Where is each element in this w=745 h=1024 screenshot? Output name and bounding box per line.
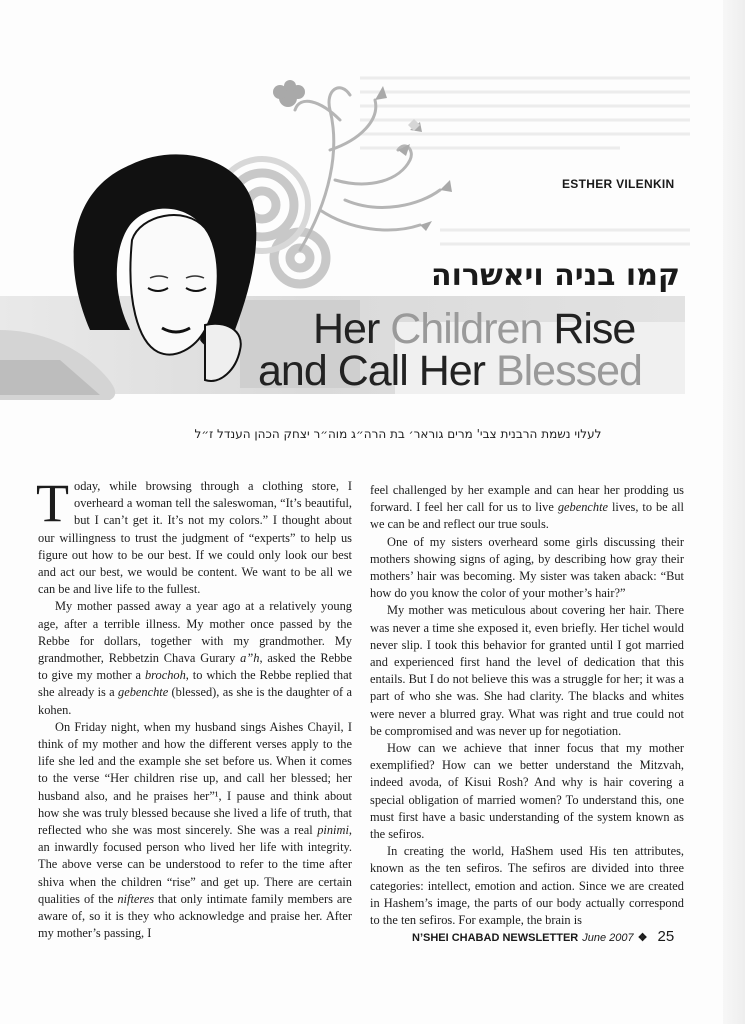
italic-term: pinimi xyxy=(317,823,349,838)
title-word-light-2: Blessed xyxy=(495,347,642,395)
paragraph xyxy=(36,473,352,598)
hebrew-dedication: לעלוי נשמת הרבנית צבי' מרים גוראר׳ בת הרה״ג מוה״ר יצחק הכהן הענדל ז״ל xyxy=(194,427,602,441)
paragraph-text: , an inwardly focused person who lived her life with integrity. The above verse can be understood to refer to the time after shiva when the children “rise” and get up. There are certain qualities of the xyxy=(38,823,352,906)
paragraph-text: that only intimate family members are aware of, so it is they who acknowledge and praise her. After my mother’s passing, I xyxy=(38,891,353,941)
title-word-dark: Her xyxy=(313,305,391,353)
drop-cap: T xyxy=(36,473,69,533)
paragraph: My mother was meticulous about covering her hair. There was never a time she exposed it, even briefly. Her tichel would never slip. I took this behavior for granted until I got married and experienced first hand the level of dedication that this entails. But I do not believe this was a struggle for her; it was a part of who she was. She had clarity. The blacks and whites were never a blurred gray. What was right and true could not be compromised and was never up for negotiation. xyxy=(370,603,684,738)
paragraph xyxy=(370,482,684,534)
title-line-1 xyxy=(313,306,635,352)
paragraph-text: (blessed), as she is the daughter of a kohen. xyxy=(38,685,352,717)
paragraph xyxy=(38,719,352,943)
italic-term: gebenchte xyxy=(557,500,609,515)
page-edge-shadow xyxy=(723,0,745,1024)
paragraph-text: On Friday night, when my husband sings Aishes Chayil, I think of my mother and how the different verses apply to the life she led and the example she set before us. When it comes to the verse “Her children rise up, and call her blessed; her husband also, and he praises her”¹, I pause and think about how she was truly blessed because she lived a life of truth, that reflected who she was most sincerely. She was a real xyxy=(38,719,352,838)
italic-term: a”h xyxy=(240,651,260,666)
paragraph: In creating the world, HaShem used His ten attributes, known as the ten sefiros. The sefiros are divided into three categories: intellect, emotion and action. Since we are created in Hashem’s image, the parts of our body actually correspond to the ten sefiros. For example, the brain is xyxy=(370,844,684,928)
body-column-left xyxy=(36,473,353,942)
paragraph: One of my sisters overheard some girls discussing their mothers showing signs of aging, by describing how gray their mothers’ hair was becoming. My sister was taken aback: “But how do you know the color of your mother’s hair?” xyxy=(370,534,684,601)
title-phrase-dark: and Call Her xyxy=(258,347,496,395)
title-word-dark-end: Rise xyxy=(553,305,636,353)
hebrew-title: קמו בניה ויאשרוה xyxy=(430,258,680,293)
publication-name: N’SHEI CHABAD NEWSLETTER xyxy=(412,932,579,944)
italic-term: gebenchte xyxy=(118,685,169,700)
title-word-light: Children xyxy=(390,305,554,353)
paragraph-text: feel challenged by her example and can hear her prodding us forward. I feel her call for us to live xyxy=(370,483,684,515)
paragraph-text: , to which the Rebbe replied that she already is a xyxy=(38,668,353,700)
italic-term: brochoh xyxy=(144,668,186,683)
paragraph xyxy=(38,598,352,718)
paragraph-text: , asked the Rebbe to give my mother a xyxy=(38,651,352,683)
body-column-right xyxy=(370,482,684,929)
italic-term: nifteres xyxy=(117,891,155,906)
paragraph-text: My mother passed away a year ago at a relatively young age, after a terrible illness. My mother once passed by the Rebbe for dollars, together with my grandmother. My grandmother, Rebbetzin Chava Gurary xyxy=(38,599,352,666)
page-number: 25 xyxy=(657,928,675,945)
author-byline: ESTHER VILENKIN xyxy=(562,177,675,191)
title-line-2 xyxy=(258,348,642,394)
paragraph-text: lives, to be all we can be and reflect our true souls. xyxy=(370,500,685,532)
ornament-icon: ❖ xyxy=(637,932,648,944)
paragraph: How can we achieve that inner focus that my mother exemplified? How can we better understand the Mitzvah, indeed avoda, of Kisui Rosh? And why is hair covering a special obligation of married women? To understand this, one must first have a basic understanding of the system known as the sefiros. xyxy=(370,741,684,842)
page-footer xyxy=(412,928,674,945)
issue-date: June 2007 xyxy=(582,932,634,944)
paragraph-text: oday, while browsing through a clothing store, I overheard a woman tell the saleswoman, “It’s beautiful, but I can’t get it. It’s not my colors.” I thought about our willingness to trust the judgment of “experts” to help us figure out how to be our best. If we could only look our best and act our best, we would be content. We want to be all we can be and live life to the fullest. xyxy=(38,479,352,597)
